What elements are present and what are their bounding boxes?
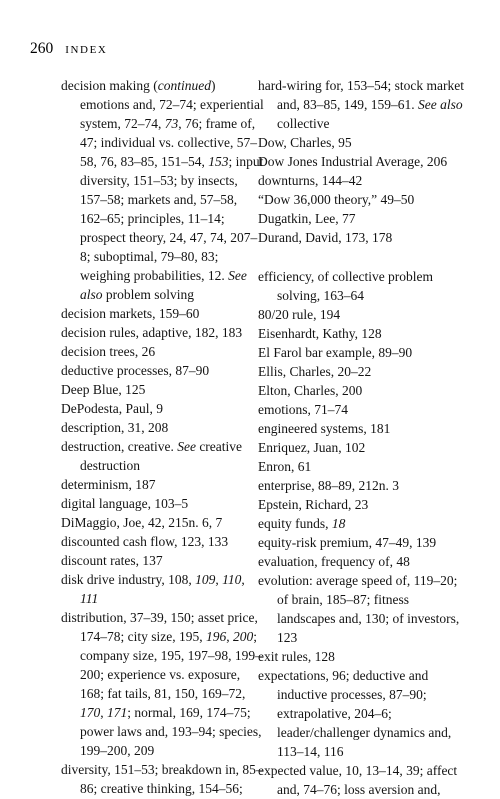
index-entry: Dugatkin, Lee, 77 (258, 211, 356, 226)
index-entry: equity funds, 18 (258, 516, 346, 531)
index-entry: El Farol bar example, 89–90 (258, 345, 413, 360)
running-head: INDEX (65, 44, 108, 56)
index-entry: evolution: average speed of, 119–20; of brain, 185–87; fitness landscapes and, 130; of investors, 123 (258, 573, 460, 645)
index-entry: downturns, 144–42 (258, 173, 363, 188)
index-column-right (258, 76, 470, 799)
index-entry: disk drive industry, 108, 109, 110, 111 (61, 572, 245, 606)
index-entry: Dow Jones Industrial Average, 206 (258, 154, 448, 169)
index-entry: Enriquez, Juan, 102 (258, 440, 366, 455)
index-entry: decision making (continued) emotions and, 72–74; experiential system, 72–74, 73, 76; frame of, 47; individual vs. collective, 57–58, 76, 83–85, 151–54, 153; input diversity, 151–53; by insects, 157–58; markets and, 57–58, 162–65; principles, 11–14; prospect theory, 24, 47, 74, 207–8; suboptimal, 79–80, 83; weighing probabilities, 12. See also problem solving (61, 78, 264, 302)
index-entry: digital language, 103–5 (61, 496, 189, 511)
index-entry: decision markets, 159–60 (61, 306, 200, 321)
index-entry: Ellis, Charles, 20–22 (258, 364, 372, 379)
index-entry: expectations, 96; deductive and inductive processes, 87–90; extrapolative, 204–6; leader/challenger dynamics and, 113–14, 116 (258, 668, 452, 759)
index-entry: discounted cash flow, 123, 133 (61, 534, 229, 549)
index-entry: destruction, creative. See creative destruction (61, 439, 243, 473)
index-column-left (61, 76, 266, 798)
index-entry: equity-risk premium, 47–49, 139 (258, 535, 437, 550)
index-entry: description, 31, 208 (61, 420, 169, 435)
index-entry: decision rules, adaptive, 182, 183 (61, 325, 243, 340)
index-entry: “Dow 36,000 theory,” 49–50 (258, 192, 415, 207)
index-entry: Eisenhardt, Kathy, 128 (258, 326, 382, 341)
index-entry: Epstein, Richard, 23 (258, 497, 369, 512)
index-entry: efficiency, of collective problem solving, 163–64 (258, 269, 434, 303)
index-entry: Dow, Charles, 95 (258, 135, 352, 150)
index-entry: exit rules, 128 (258, 649, 335, 664)
index-entry: evaluation, frequency of, 48 (258, 554, 410, 569)
index-entry: distribution, 37–39, 150; asset price, 174–78; city size, 195, 196, 200; company size, 195, 197–98, 199–200; experience vs. exposure, 168; fat tails, 81, 150, 169–72, 170, 171; normal, 169, 174–75; power laws and, 193–94; species, 199–200, 209 (61, 610, 262, 758)
index-entry: enterprise, 88–89, 212n. 3 (258, 478, 399, 493)
index-entry: Enron, 61 (258, 459, 312, 474)
index-entry: decision trees, 26 (61, 344, 156, 359)
index-entry: Deep Blue, 125 (61, 382, 146, 397)
letter-group-divider (258, 247, 470, 267)
index-entry: engineered systems, 181 (258, 421, 391, 436)
index-entry: expected value, 10, 13–14, 39; affect and, 74–76; loss aversion and, (258, 763, 458, 797)
index-entry: emotions, 71–74 (258, 402, 348, 417)
index-entry: DiMaggio, Joe, 42, 215n. 6, 7 (61, 515, 223, 530)
index-entry: DePodesta, Paul, 9 (61, 401, 163, 416)
index-entry: Elton, Charles, 200 (258, 383, 363, 398)
index-entry: determinism, 187 (61, 477, 156, 492)
index-entry: hard-wiring for, 153–54; stock market and, 83–85, 149, 159–61. See also collective (258, 78, 465, 131)
index-entry: diversity, 151–53; breakdown in, 85–86; creative thinking, 154–56; (61, 762, 263, 796)
index-entry: 80/20 rule, 194 (258, 307, 341, 322)
index-entry: Durand, David, 173, 178 (258, 230, 393, 245)
index-entry: discount rates, 137 (61, 553, 163, 568)
index-entry: deductive processes, 87–90 (61, 363, 210, 378)
page-number: 260 (30, 40, 54, 57)
page-header (30, 40, 107, 58)
